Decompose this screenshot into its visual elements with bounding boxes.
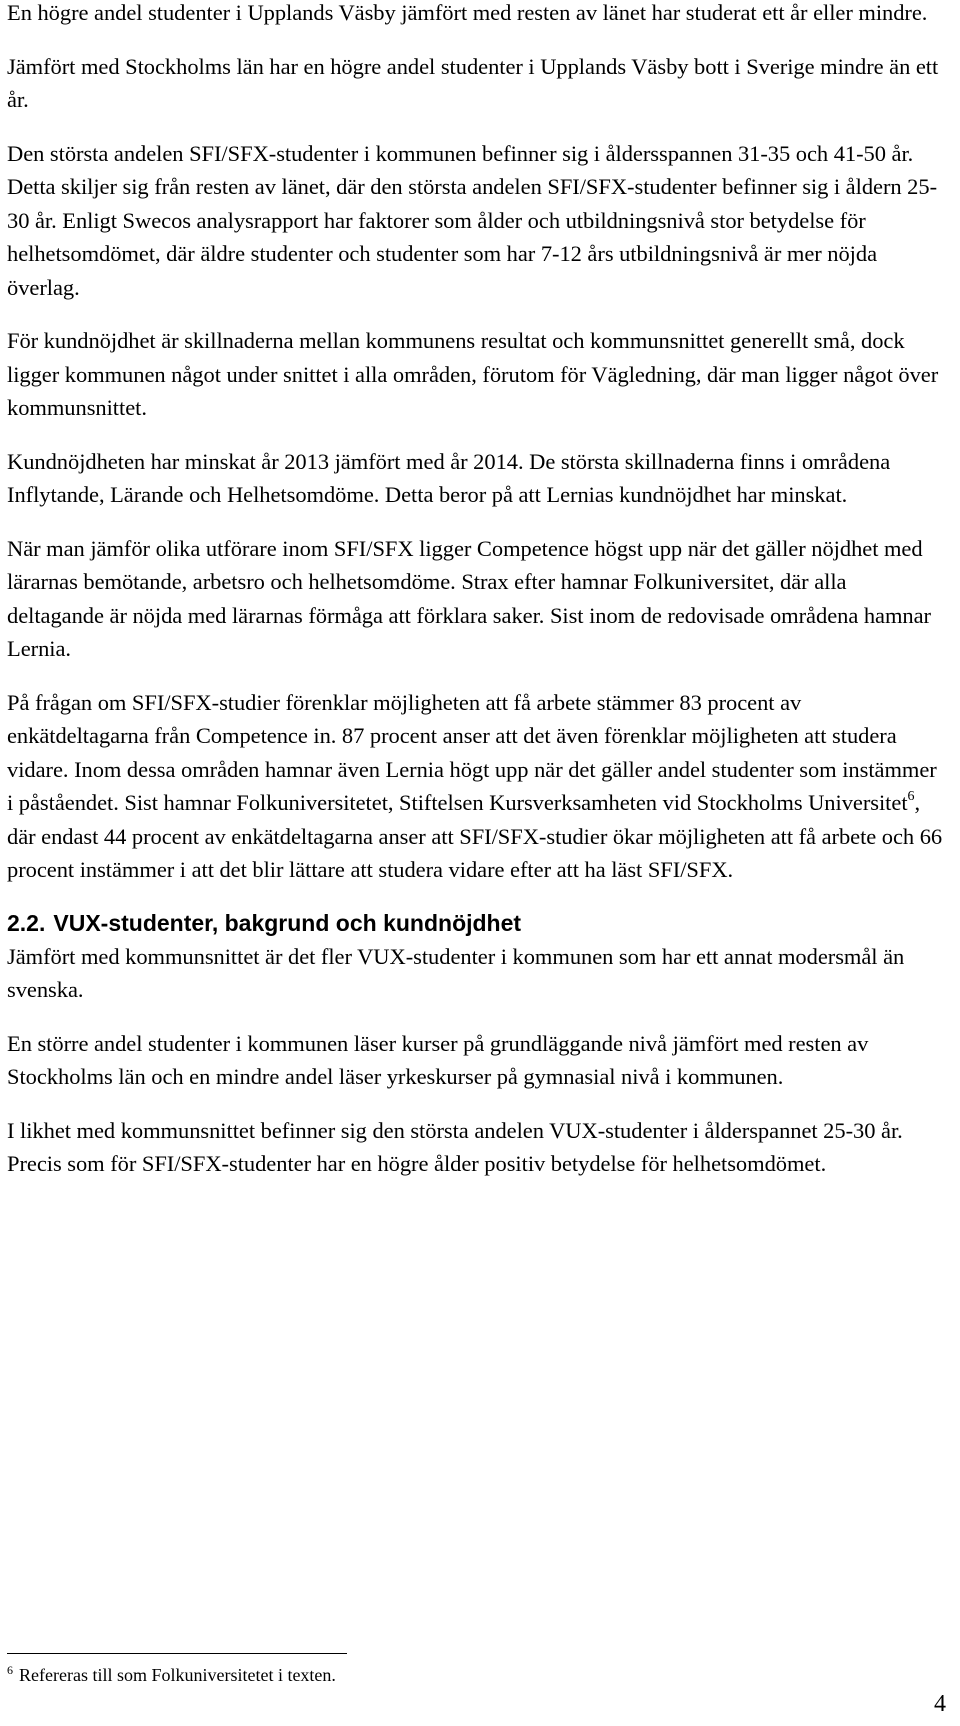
- footnote: [7, 1664, 336, 1686]
- section-paragraph-3: I likhet med kommunsnittet befinner sig den största andelen VUX-studenter i ålderspannet 25-30 år. Precis som för SFI/SFX-studenter har en högre ålder positiv betydelse för helhetsomdömet.: [7, 1117, 903, 1176]
- footnote-separator: [7, 1653, 347, 1654]
- document-page: [7, 0, 947, 1181]
- paragraph-1: En högre andel studenter i Upplands Väsby jämfört med resten av länet har studerat ett år eller mindre.: [7, 0, 928, 25]
- paragraph-6: När man jämför olika utförare inom SFI/SFX ligger Competence högst upp när det gäller nöjdhet med lärarnas bemötande, arbetsro och helhetsomdöme. Strax efter hamnar Folkuniversitet, där alla deltagande är nöjda med lärarnas förmåga att förklara saker. Sist inom de redovisade områdena hamnar Lernia.: [7, 535, 932, 661]
- paragraph-2: Jämfört med Stockholms län har en högre andel studenter i Upplands Väsby bott i Sverige mindre än ett år.: [7, 53, 939, 112]
- paragraph-7-text-cont: , där endast 44 procent av enkätdeltagarna anser att SFI/SFX-studier ökar möjligheten att få arbete och 66 procent instämmer i att det blir lättare att studera vidare efter att ha läst SFI/SFX.: [7, 790, 943, 882]
- page-number: 4: [934, 1691, 946, 1717]
- footnote-number: 6: [7, 1663, 13, 1677]
- paragraph-7-text: På frågan om SFI/SFX-studier förenklar möjligheten att få arbete stämmer 83 procent av enkätdeltagarna från Competence in. 87 procent anser att det även förenklar möjligheten att studera vidare. Inom dessa områden hamnar även Lernia högt upp när det gäller andel studenter som instämmer i påståendet. Sist hamnar Folkuniversitetet, Stiftelsen Kursverksamheten vid Stockholms Universitet: [7, 689, 937, 815]
- section-number: 2.2.: [7, 909, 46, 936]
- paragraph-4: För kundnöjdhet är skillnaderna mellan kommunens resultat och kommunsnittet generellt små, dock ligger kommunen något under snittet i alla områden, förutom för Vägledning, där man ligger något över kommunsnittet.: [7, 328, 939, 420]
- paragraph-7: [7, 686, 947, 887]
- footnote-text: Refereras till som Folkuniversitetet i texten.: [19, 1665, 336, 1685]
- section-heading: [7, 907, 947, 940]
- footnote-reference: 6: [907, 789, 915, 804]
- section-title: VUX-studenter, bakgrund och kundnöjdhet: [53, 909, 522, 936]
- section-paragraph-2: En större andel studenter i kommunen läser kurser på grundläggande nivå jämfört med resten av Stockholms län och en mindre andel läser yrkeskurser på gymnasial nivå i kommunen.: [7, 1030, 869, 1089]
- section-paragraph-1: Jämfört med kommunsnittet är det fler VUX-studenter i kommunen som har ett annat modersmål än svenska.: [7, 943, 905, 1002]
- paragraph-3: Den största andelen SFI/SFX-studenter i kommunen befinner sig i åldersspannen 31-35 och 41-50 år. Detta skiljer sig från resten av länet, där den största andelen SFI/SFX-studenter befinner sig i åldern 25-30 år. Enligt Swecos analysrapport har faktorer som ålder och utbildningsnivå stor betydelse för helhetsomdömet, där äldre studenter och studenter som har 7-12 års utbildningsnivå är mer nöjda överlag.: [7, 140, 938, 300]
- paragraph-5: Kundnöjdheten har minskat år 2013 jämfört med år 2014. De största skillnaderna finns i områdena Inflytande, Lärande och Helhetsomdöme. Detta beror på att Lernias kundnöjdhet har minskat.: [7, 448, 891, 507]
